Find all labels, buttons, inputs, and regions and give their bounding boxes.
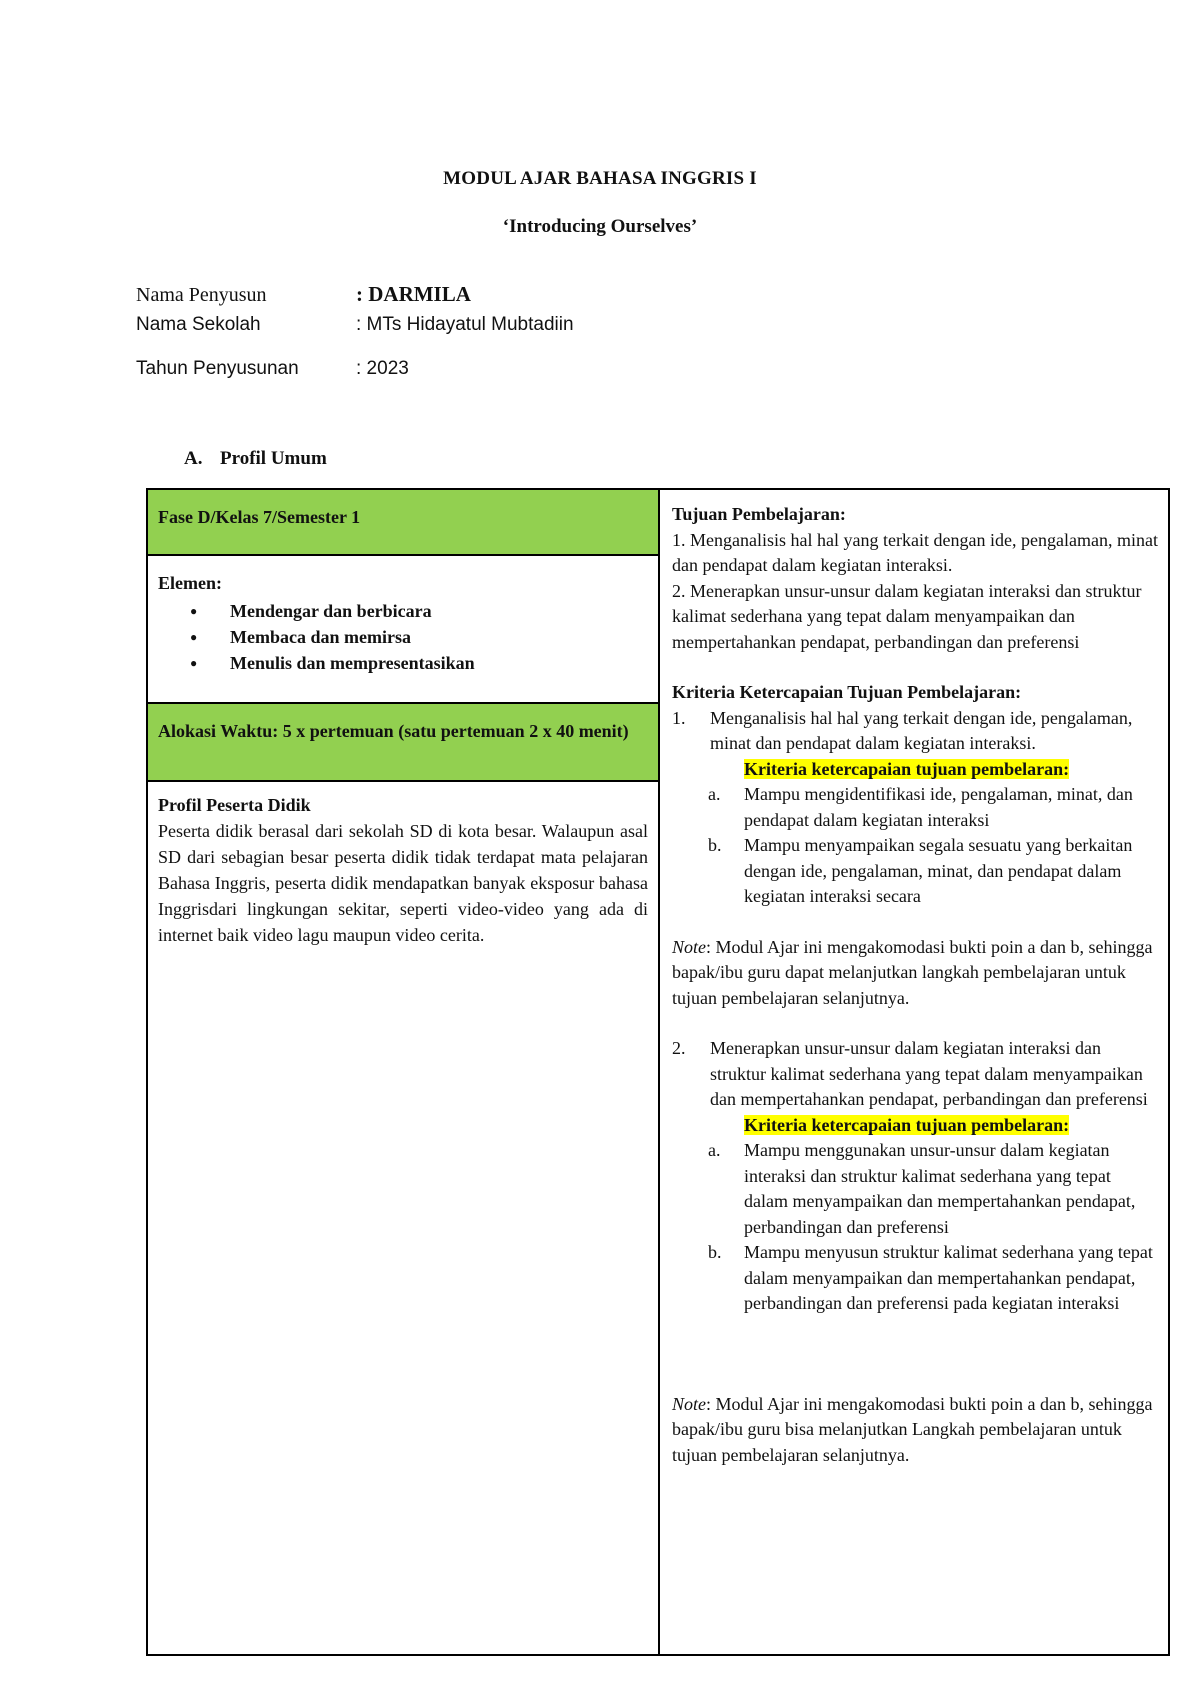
alokasi-cell: Alokasi Waktu: 5 x pertemuan (satu pertemuan 2 x 40 menit)	[148, 704, 658, 782]
highlighted-criteria: Kriteria ketercapaian tujuan pembelaran:	[744, 1114, 1070, 1135]
item-number: 1.	[672, 707, 686, 728]
year-label: Tahun Penyusunan	[136, 358, 299, 379]
profil-text: Peserta didik berasal dari sekolah SD di kota besar. Walaupun asal SD dari sebagian besar peserta didik tidak terdapat mata pelajaran Bahasa Inggris, peserta didik mendapatkan banyak eksposur bahasa Inggrisdari lingkungan sekitar, seperti video-video yang ada di internet baik video lagu maupun video cerita.	[158, 821, 648, 945]
author-value: : DARMILA	[356, 282, 471, 306]
highlight-line	[672, 757, 1158, 783]
sub-text: Mampu mengidentifikasi ide, pengalaman, minat, dan pendapat dalam kegiatan interaksi	[744, 784, 1133, 830]
sub-text: Mampu menggunakan unsur-unsur dalam kegiatan interaksi dan struktur kalimat sederhana yang tepat dalam menyampaikan dan mempertahankan pendapat, perbandingan dan preferensi	[744, 1140, 1136, 1237]
tujuan-item-2: 2. Menerapkan unsur-unsur dalam kegiatan interaksi dan struktur kalimat sederhana yang tepat dalam menyampaikan dan mempertahankan pendapat, perbandingan dan preferensi	[672, 580, 1142, 652]
year-row	[136, 358, 409, 380]
sub-letter: a.	[708, 784, 721, 804]
item-text: Menganalisis hal hal yang terkait dengan ide, pengalaman, minat dan pendapat dalam kegiatan interaksi.	[710, 707, 1133, 753]
sub-letter: a.	[708, 1140, 721, 1160]
item-text: Menerapkan unsur-unsur dalam kegiatan interaksi dan struktur kalimat sederhana yang tepat dalam menyampaikan dan mempertahankan pendapat, perbandingan dan preferensi	[710, 1038, 1148, 1109]
tujuan-title: Tujuan Pembelajaran:	[672, 504, 846, 524]
note-text: : Modul Ajar ini mengakomodasi bukti poin a dan b, sehingga bapak/ibu guru bisa melanjutkan Langkah pembelajaran untuk tujuan pembelajaran selanjutnya.	[672, 1393, 1153, 1465]
highlight-line	[672, 1113, 1158, 1139]
sub-letter: b.	[708, 1242, 722, 1262]
school-row	[136, 314, 574, 336]
kriteria-title: Kriteria Ketercapaian Tujuan Pembelajaran:	[672, 682, 1022, 702]
kriteria-2-b	[672, 1240, 1158, 1317]
section-heading	[184, 448, 327, 470]
list-item: ● Membaca dan memirsa	[190, 624, 648, 650]
section-letter: A.	[184, 448, 203, 469]
fase-cell: Fase D/Kelas 7/Semester 1	[148, 490, 658, 556]
note-label: Note	[672, 1393, 706, 1414]
kriteria-1-a	[672, 782, 1158, 833]
sub-letter: b.	[708, 835, 722, 855]
sub-text: Mampu menyusun struktur kalimat sederhana yang tepat dalam menyampaikan dan mempertahankan pendapat, perbandingan dan preferensi pada kegiatan interaksi	[744, 1242, 1153, 1313]
tujuan-item-1: 1. Menganalisis hal hal yang terkait dengan ide, pengalaman, minat dan pendapat dalam kegiatan interaksi.	[672, 529, 1158, 575]
left-column	[148, 490, 660, 1654]
school-label: Nama Sekolah	[136, 314, 261, 335]
document-title: MODUL AJAR BAHASA INGGRIS I	[443, 168, 757, 189]
kriteria-1-b	[672, 833, 1158, 910]
note-label: Note	[672, 936, 706, 957]
list-item: ● Menulis dan mempresentasikan	[190, 650, 648, 676]
right-column	[662, 490, 1168, 1654]
kriteria-item-1	[672, 706, 1158, 757]
elemen-list	[158, 598, 648, 676]
profile-table	[146, 488, 1170, 1656]
year-value: : 2023	[356, 358, 409, 379]
highlighted-criteria: Kriteria ketercapaian tujuan pembelaran:	[744, 758, 1070, 779]
section-title: Profil Umum	[220, 448, 327, 469]
author-label: Nama Penyusun	[136, 284, 267, 306]
kriteria-item-2	[672, 1036, 1158, 1113]
elemen-title: Elemen:	[158, 573, 222, 593]
profil-title: Profil Peserta Didik	[158, 795, 311, 815]
kriteria-2-a	[672, 1138, 1158, 1240]
document-subtitle: ‘Introducing Ourselves’	[502, 216, 698, 237]
profil-cell	[148, 782, 658, 1654]
note-1	[672, 935, 1158, 1012]
elemen-cell	[148, 556, 658, 704]
sub-text: Mampu menyampaikan segala sesuatu yang berkaitan dengan ide, pengalaman, minat, dan pendapat dalam kegiatan interaksi secara	[744, 835, 1133, 906]
author-row	[136, 282, 471, 307]
school-value: : MTs Hidayatul Mubtadiin	[356, 314, 574, 335]
item-number: 2.	[672, 1038, 686, 1058]
list-item: ● Mendengar dan berbicara	[190, 598, 648, 624]
note-2	[672, 1392, 1158, 1469]
note-text: : Modul Ajar ini mengakomodasi bukti poin a dan b, sehingga bapak/ibu guru dapat melanjutkan langkah pembelajaran untuk tujuan pembelajaran selanjutnya.	[672, 936, 1153, 1008]
